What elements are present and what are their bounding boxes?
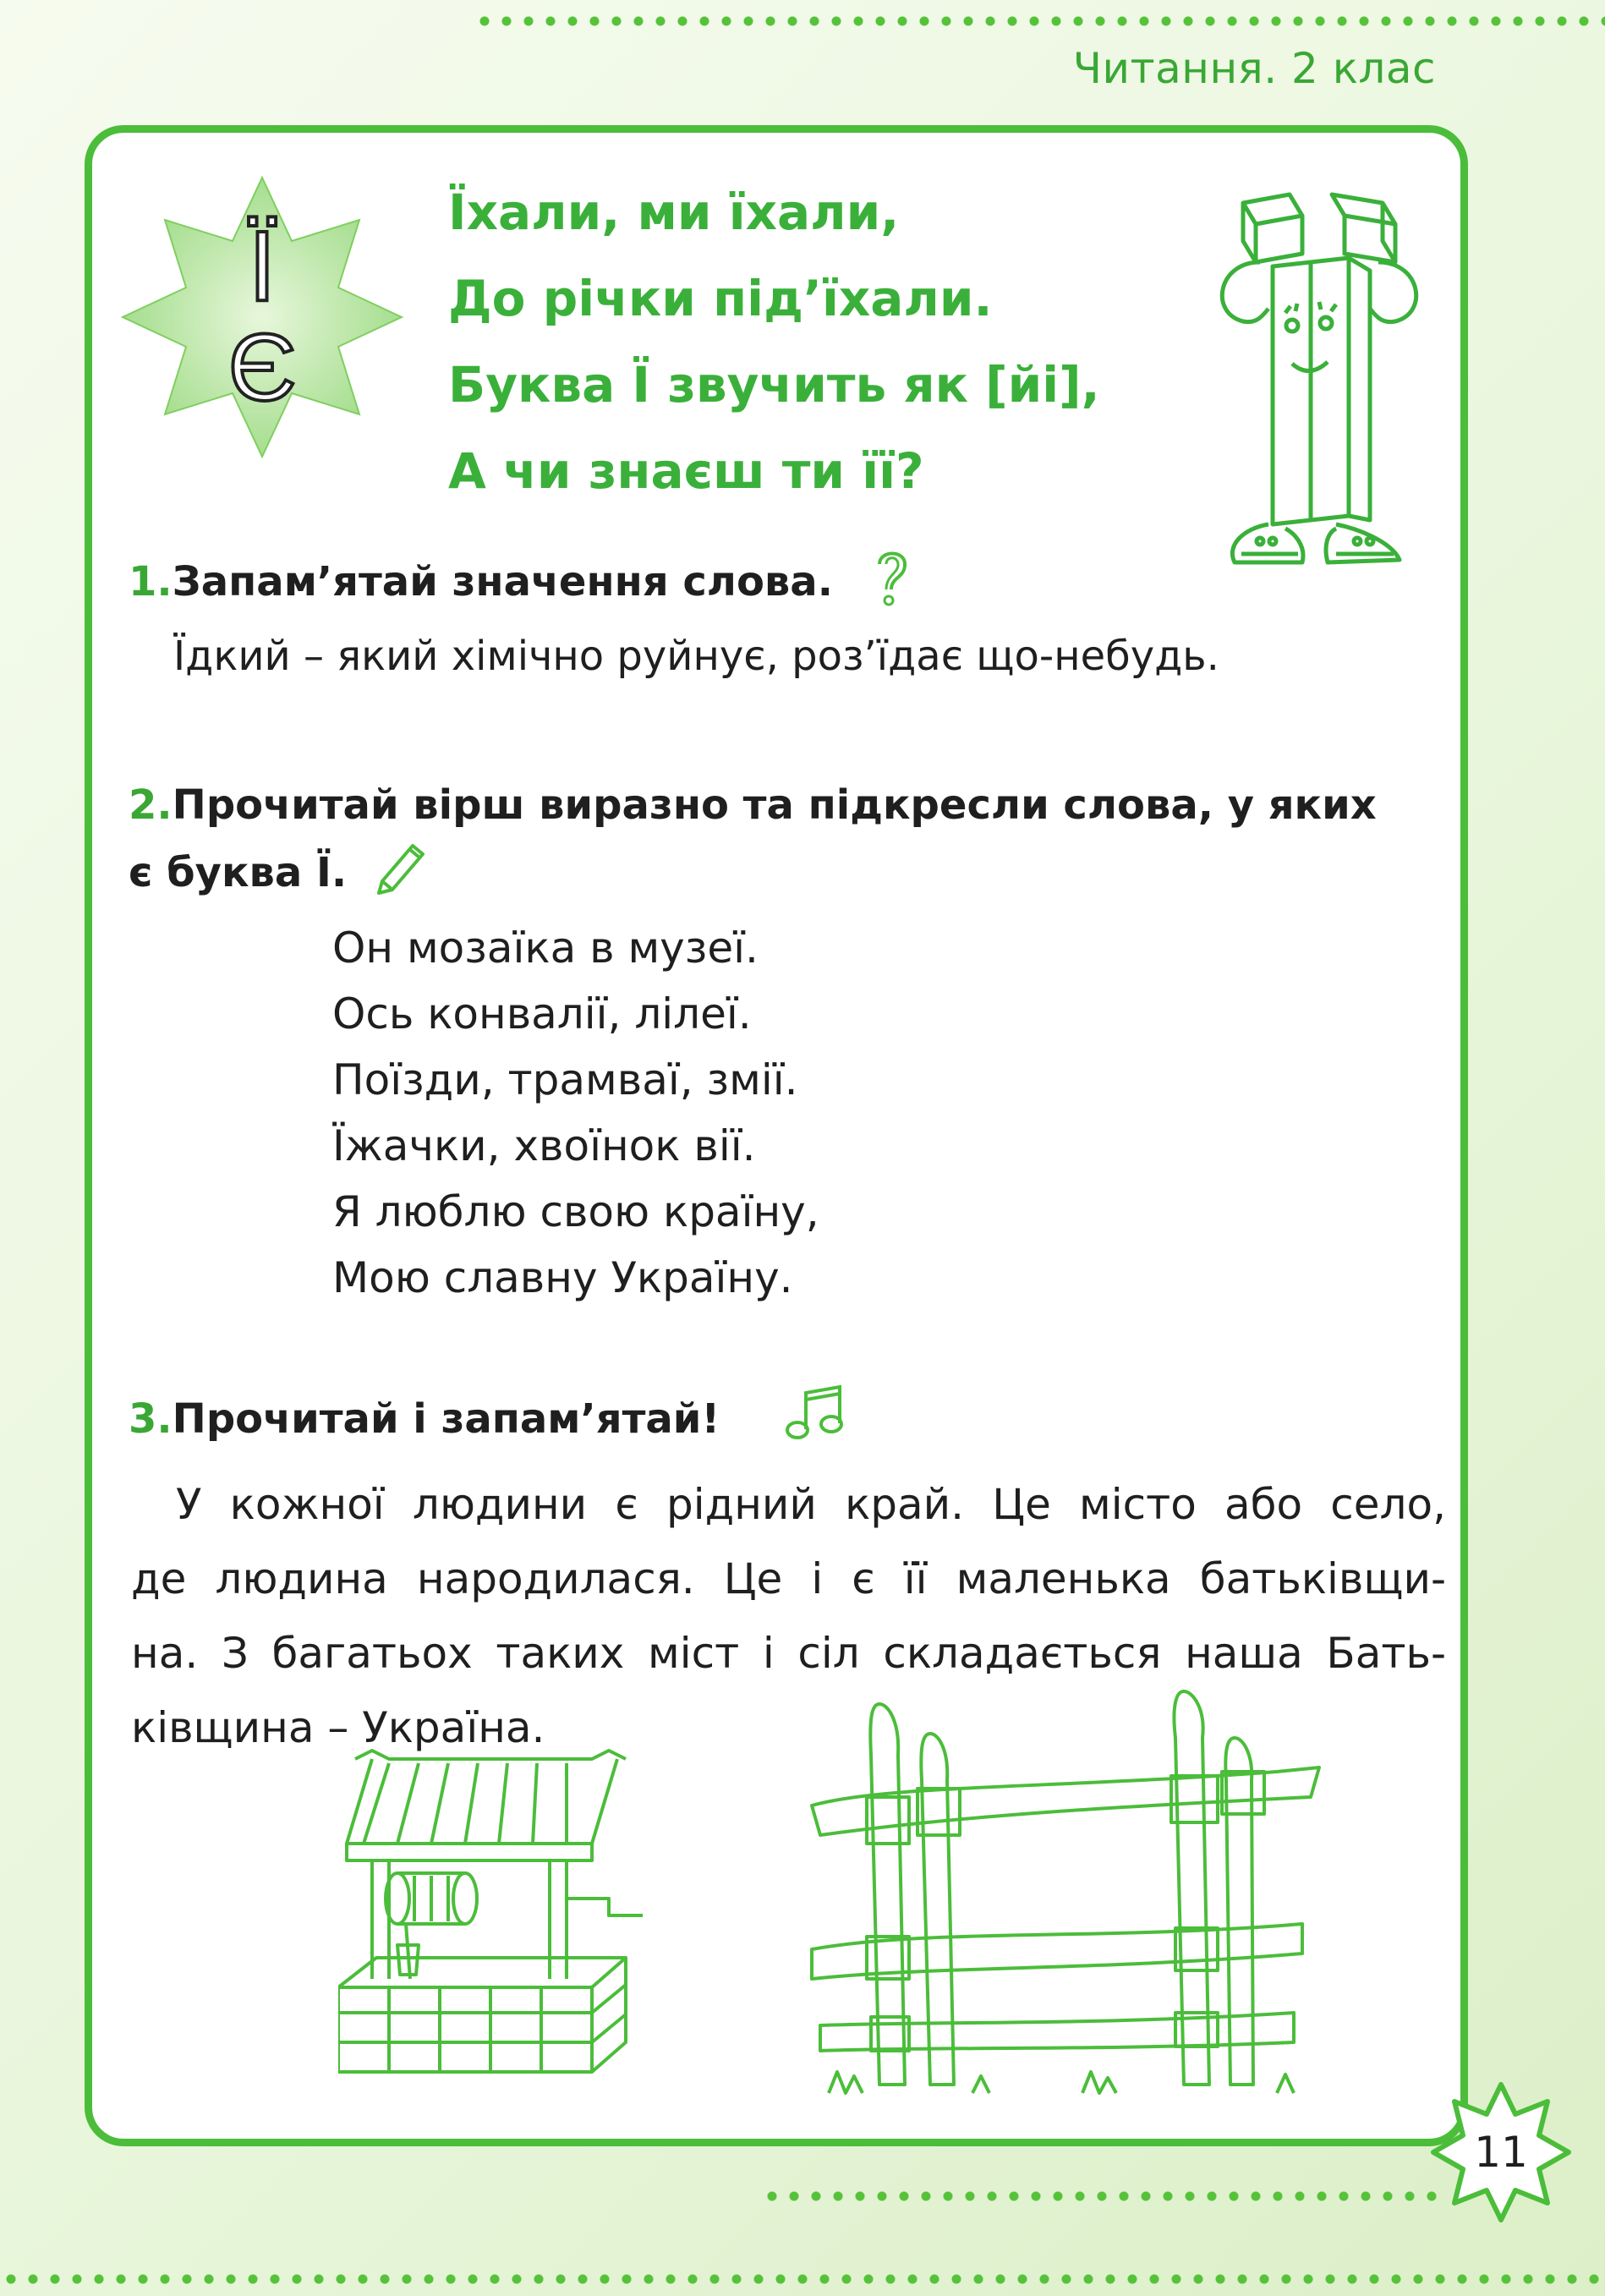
pencil-icon (372, 837, 431, 896)
verse-line: Поїзди, трамваї, змії. (332, 1055, 798, 1104)
paragraph-line: ківщина – Україна. (131, 1703, 545, 1752)
poem-line: А чи знаєш ти її? (448, 442, 924, 500)
verse-line: Он мозаїка в музеї. (332, 923, 759, 973)
task2-number: 2. (129, 781, 173, 829)
well-illustration (338, 1734, 651, 2089)
footer-dotted-line (761, 2190, 1438, 2202)
poem-line: Їхали, ми їхали, (448, 184, 900, 241)
letter-yi: Ї (248, 211, 277, 322)
poem-line: До річки під’їхали. (448, 270, 993, 327)
letter-ye: Є (227, 315, 297, 420)
page-number: 11 (1474, 2128, 1528, 2177)
poem-line: Буква Ї звучить як [йі], (448, 356, 1100, 414)
fence-illustration (803, 1687, 1345, 2118)
task1-title-text: Запам’ятай значення слова. (172, 558, 833, 606)
paragraph-line: У кожної людини є рідний край. Це місто або село, (176, 1480, 1446, 1529)
task3-title (129, 1395, 720, 1443)
verse-line: Мою славну Україну. (332, 1253, 793, 1302)
paragraph-line: де людина народилася. Це і є її маленька батьківщи- (131, 1554, 1446, 1603)
letter-star-badge (118, 173, 406, 461)
task2-title (129, 781, 1377, 829)
task2-verse (332, 915, 819, 1311)
top-dotted-line (474, 15, 1605, 27)
bottom-dotted-line (0, 2273, 1605, 2285)
intro-poem (448, 169, 1100, 514)
task1-number: 1. (129, 558, 173, 606)
paragraph-line: на. З багатьох таких міст і сіл складається наша Бать- (131, 1629, 1446, 1678)
task2-title-continued: є буква Ї. (129, 849, 348, 896)
letter-mascot-illustration (1209, 169, 1429, 584)
task1-title (129, 558, 833, 606)
question-icon (871, 545, 913, 609)
task2-title-line1: Прочитай вірш виразно та підкресли слова, у яких (172, 781, 1377, 829)
task3-number: 3. (129, 1395, 173, 1443)
music-note-icon (782, 1383, 850, 1446)
verse-line: Їжачки, хвоїнок вії. (332, 1121, 756, 1170)
verse-line: Ось конвалії, лілеї. (332, 989, 752, 1038)
subject-header: Читання. 2 клас (1072, 44, 1436, 93)
verse-line: Я люблю свою країну, (332, 1187, 819, 1236)
task1-definition: Їдкий – який хімічно руйнує, роз’їдає що-небудь. (173, 633, 1219, 680)
task3-title-text: Прочитай і запам’ятай! (172, 1395, 720, 1443)
